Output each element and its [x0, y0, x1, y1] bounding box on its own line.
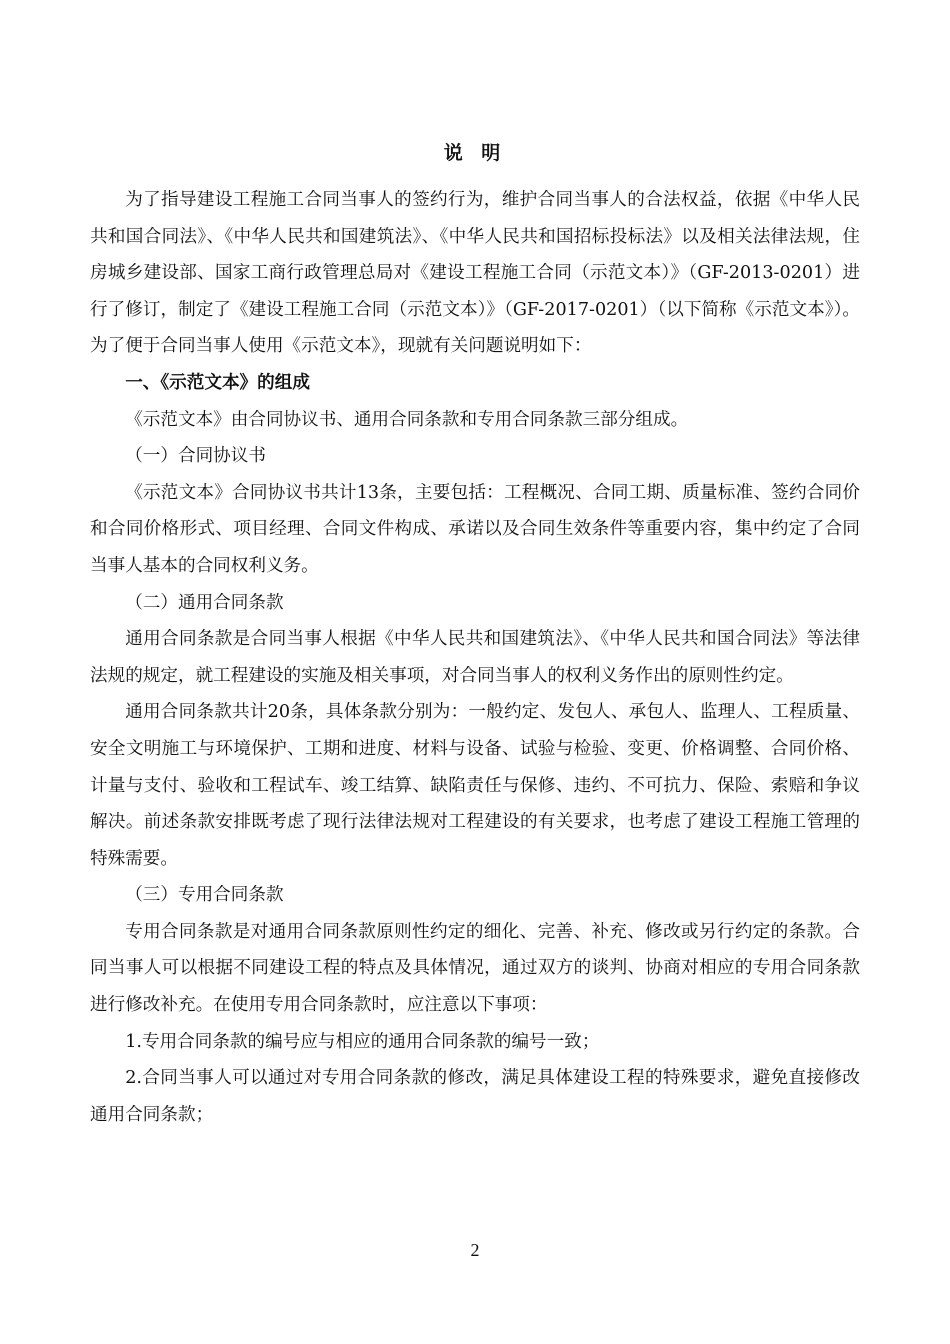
list-item-1: 1.专用合同条款的编号应与相应的通用合同条款的编号一致； [125, 1031, 600, 1052]
subheading-general-terms: （二）通用合同条款 [125, 592, 284, 613]
paragraph-composition-summary: 《示范文本》由合同协议书、通用合同条款和专用合同条款三部分组成。 [125, 409, 689, 430]
page-number: 2 [470, 1240, 480, 1260]
paragraph-intro: 为了指导建设工程施工合同当事人的签约行为，维护合同当事人的合法权益，依据《中华人民共和国合同法》、《中华人民共和国建筑法》、《中华人民共和国招标投标法》以及相关法律法规，住房城乡建设部、国家工商行政管理总局对《建设工程施工合同（示范文本）》（GF-2013-0201）进行了修订，制定了《建设工程施工合同（示范文本）》（GF-2017-0201）（以下简称《示范文本》）。为了便于合同当事人使用《示范文本》，现就有关问题说明如下： [90, 190, 860, 357]
document-body [90, 182, 860, 1133]
paragraph-agreement: 《示范文本》合同协议书共计13条，主要包括：工程概况、合同工期、质量标准、签约合同价和合同价格形式、项目经理、合同文件构成、承诺以及合同生效条件等重要内容，集中约定了合同当事人基本的合同权利义务。 [90, 482, 860, 576]
paragraph-general-terms: 通用合同条款是合同当事人根据《中华人民共和国建筑法》、《中华人民共和国合同法》等法律法规的规定，就工程建设的实施及相关事项，对合同当事人的权利义务作出的原则性约定。 [90, 629, 860, 686]
paragraph-special-terms: 专用合同条款是对通用合同条款原则性约定的细化、完善、补充、修改或另行约定的条款。合同当事人可以根据不同建设工程的特点及具体情况，通过双方的谈判、协商对相应的专用合同条款进行修改补充。在使用专用合同条款时，应注意以下事项： [90, 921, 860, 1016]
paragraph-general-terms-list: 通用合同条款共计20条，具体条款分别为：一般约定、发包人、承包人、监理人、工程质量、安全文明施工与环境保护、工期和进度、材料与设备、试验与检验、变更、价格调整、合同价格、计量与支付、验收和工程试车、竣工结算、缺陷责任与保修、违约、不可抗力、保险、索赔和争议解决。前述条款安排既考虑了现行法律法规对工程建设的有关要求，也考虑了建设工程施工管理的特殊需要。 [90, 702, 860, 869]
subheading-agreement: （一）合同协议书 [125, 446, 266, 467]
page-title: 说 明 [443, 142, 507, 164]
subheading-special-terms: （三）专用合同条款 [125, 885, 284, 906]
section-heading-composition: 一、《示范文本》的组成 [125, 372, 310, 393]
list-item-2: 2.合同当事人可以通过对专用合同条款的修改，满足具体建设工程的特殊要求，避免直接修改通用合同条款； [90, 1068, 860, 1125]
